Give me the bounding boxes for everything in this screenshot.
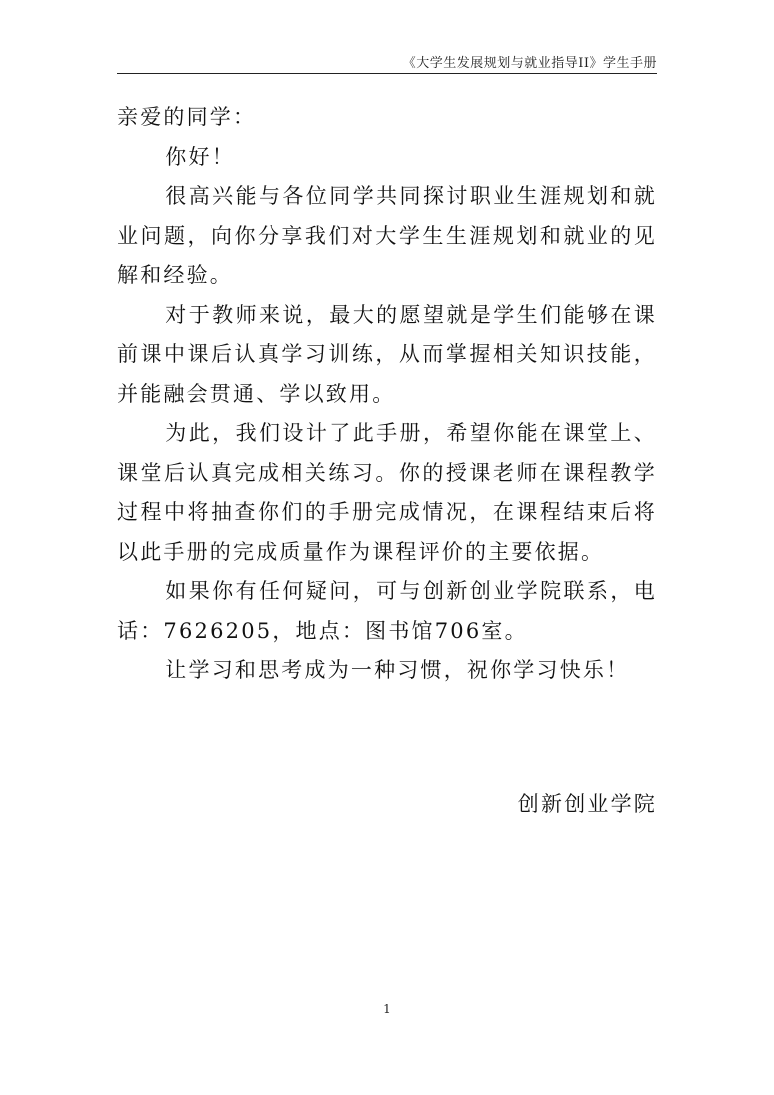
letter-paragraph-4: 如果你有任何疑问，可与创新创业学院联系，电话：7626205，地点：图书馆706室。: [117, 579, 657, 643]
letter-paragraph-1: 很高兴能与各位同学共同探讨职业生涯规划和就业问题，向你分享我们对大学生生涯规划和就业的见解和经验。: [117, 184, 657, 287]
header-divider: [117, 73, 657, 74]
letter-paragraph-3: 为此，我们设计了此手册，希望你能在课堂上、课堂后认真完成相关练习。你的授课老师在课程教学过程中将抽查你们的手册完成情况，在课程结束后将以此手册的完成质量作为课程评价的主要依据。: [117, 421, 657, 564]
letter-greeting: 你好！: [165, 144, 235, 169]
letter-paragraph-5: 让学习和思考成为一种习惯，祝你学习快乐！: [165, 658, 630, 682]
page-number: 1: [383, 1002, 391, 1016]
letter-salutation: 亲爱的同学：: [117, 105, 257, 129]
page-header: 《大学生发展规划与就业指导II》学生手册: [402, 56, 657, 71]
letter-body: [117, 98, 657, 691]
letter-paragraph-2: 对于教师来说，最大的愿望就是学生们能够在课前课中课后认真学习训练，从而掌握相关知识技能，并能融会贯通、学以致用。: [117, 302, 657, 406]
letter-signature: 创新创业学院: [517, 792, 657, 816]
